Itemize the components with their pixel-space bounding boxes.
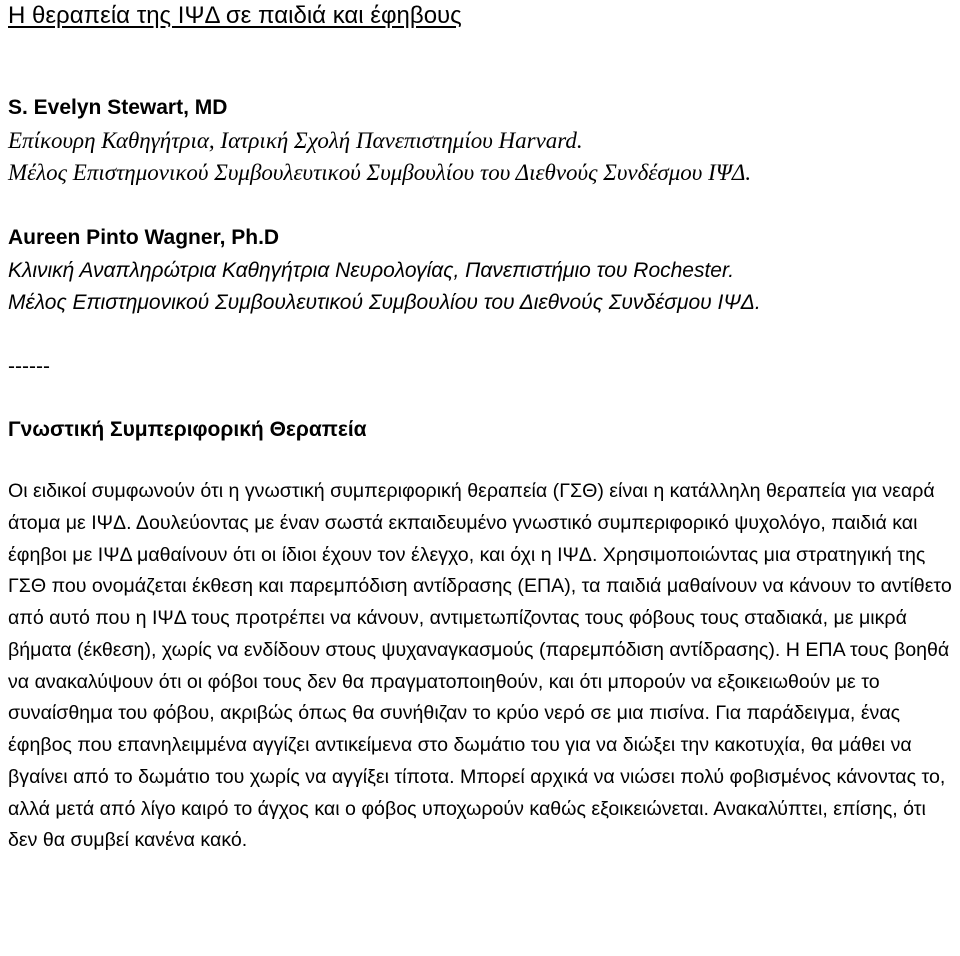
body-paragraph: Οι ειδικοί συμφωνούν ότι η γνωστική συμπεριφορική θεραπεία (ΓΣΘ) είναι η κατάλληλη θεραπεία για νεαρά άτομα με ΙΨΔ. Δουλεύοντας με έναν σωστά εκπαιδευμένο γνωστικό συμπεριφορικό ψυχολόγο, παιδιά και έφηβοι με ΙΨΔ μαθαίνουν ότι οι ίδιοι έχουν τον έλεγχο, και όχι η ΙΨΔ. Χρησιμοποιώντας μια στρατηγική της ΓΣΘ που ονομάζεται έκθεση και παρεμπόδιση αντίδρασης (ΕΠΑ), τα παιδιά μαθαίνουν να κάνουν το αντίθετο από αυτό που η ΙΨΔ τους προτρέπει να κάνουν, αντιμετωπίζοντας τους φόβους τους σταδιακά, με μικρά βήματα (έκθεση), χωρίς να ενδίδουν στους ψυχαναγκασμούς (παρεμπόδιση αντίδρασης). Η ΕΠΑ τους βοηθά να ανακαλύψουν ότι οι φόβοι τους δεν θα πραγματοποιηθούν, και ότι μπορούν να εξοικειωθούν με το συναίσθημα του φόβου, ακριβώς όπως θα συνήθιζαν το κρύο νερό σε μια πισίνα. Για παράδειγμα, ένας έφηβος που επανηλειμμένα αγγίζει αντικείμενα στο δωμάτιο του για να διώξει την κακοτυχία, θα μάθει να βγαίνει από το δωμάτιο του χωρίς να αγγίξει τίποτα. Μπορεί αρχικά να νιώσει πολύ φοβισμένος κάνοντας το, αλλά μετά από λίγο καιρό το άγχος και ο φόβος υποχωρούν καθώς εξοικειώνεται. Ανακαλύπτει, επίσης, ότι δεν θα συμβεί κανένα κακό. — [8, 480, 952, 852]
separator-line: ------ — [8, 355, 50, 378]
author-membership: Μέλος Επιστημονικού Συμβουλευτικού Συμβουλίου του Διεθνούς Συνδέσμου ΙΨΔ. — [8, 160, 752, 185]
author-affiliation: Επίκουρη Καθηγήτρια, Ιατρική Σχολή Πανεπιστημίου Harvard. — [8, 128, 583, 153]
author-membership: Μέλος Επιστημονικού Συμβουλευτικού Συμβουλίου του Διεθνούς Συνδέσμου ΙΨΔ. — [8, 291, 761, 314]
document-title: Η θεραπεία της ΙΨΔ σε παιδιά και έφηβους — [8, 2, 462, 29]
author-affiliation: Κλινική Αναπληρώτρια Καθηγήτρια Νευρολογίας, Πανεπιστήμιο του Rochester. — [8, 259, 735, 282]
section-heading: Γνωστική Συμπεριφορική Θεραπεία — [8, 418, 367, 441]
author-name: Aureen Pinto Wagner, Ph.D — [8, 226, 280, 249]
author-name: S. Evelyn Stewart, MD — [8, 96, 228, 119]
